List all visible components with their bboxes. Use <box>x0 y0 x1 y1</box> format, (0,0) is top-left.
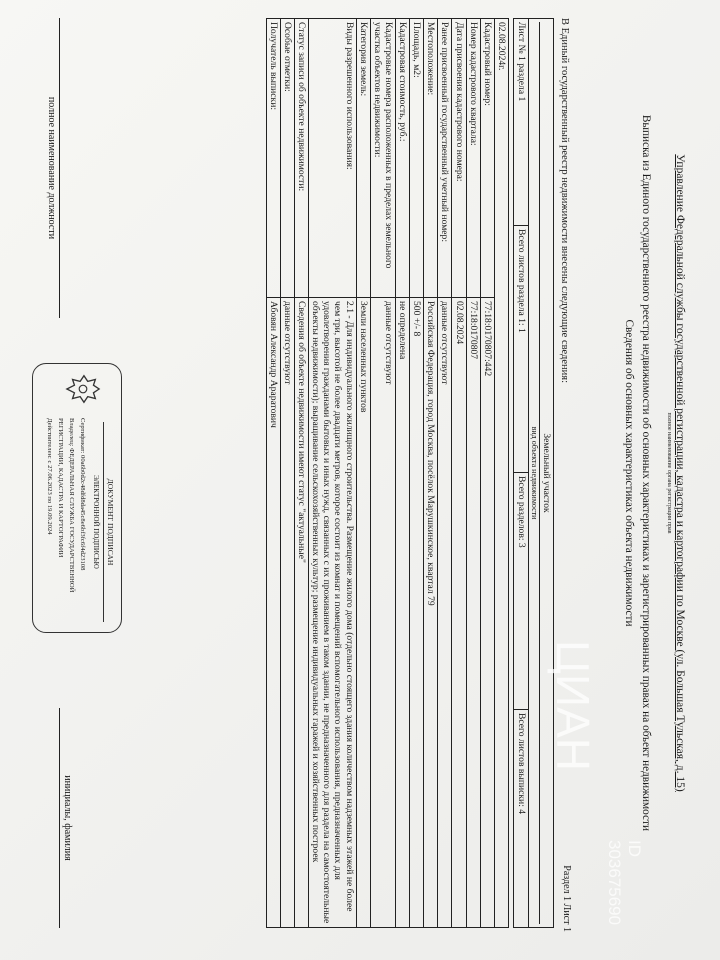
characteristic-row <box>438 19 452 928</box>
extract-date: 02.08.2024г. <box>494 19 508 928</box>
characteristic-value: 02.08.2024 <box>452 298 466 928</box>
characteristic-row <box>424 19 438 928</box>
characteristic-value: Российская Федерация, город Москва, посёлок Марушкинское, квартал 79 <box>424 298 438 928</box>
sections-total: Всего разделов: 3 <box>514 473 528 710</box>
stamp-validity: Действителен: с 27.06.2023 по 19.09.2024 <box>46 418 53 535</box>
characteristic-label: Местоположение: <box>424 19 438 298</box>
position-signature-line <box>59 18 60 318</box>
characteristic-row <box>452 19 466 928</box>
characteristic-label: Ранее присвоенный государственный учетный номер: <box>438 19 452 298</box>
stamp-subtitle: ЭЛЕКТРОННОЙ ПОДПИСЬЮ <box>92 475 100 569</box>
characteristic-label: Виды разрешенного использования: <box>309 19 357 298</box>
watermark-id: ID 303675690 <box>605 840 644 926</box>
stamp-owner-2: РЕГИСТРАЦИИ, КАДАСТРА И КАРТОГРАФИИ <box>57 418 64 558</box>
characteristic-label: Кадастровая стоимость, руб.: <box>396 19 410 298</box>
characteristic-row <box>370 19 395 928</box>
position-caption: полное наименование должности <box>46 96 57 240</box>
characteristic-value: данные отсутствуют <box>370 298 395 928</box>
characteristics-table <box>266 18 509 928</box>
characteristic-row <box>266 19 280 928</box>
name-signature-line <box>59 708 60 928</box>
characteristic-row <box>280 19 294 928</box>
characteristic-value: данные отсутствуют <box>438 298 452 928</box>
cadastral-number-value: 77:18:0170807:442 <box>480 298 494 928</box>
extract-title: Выписка из Единого государственного реестра недвижимости об основных характеристиках и зарегистрированных правах на объект недвижимости <box>640 114 652 832</box>
characteristic-value: Сведения об объекте недвижимости имеют статус "актуальные" <box>295 298 309 928</box>
extract-document <box>20 8 690 938</box>
characteristic-row <box>396 19 410 928</box>
sheets-total-extract: Всего листов выписки: 4 <box>514 710 528 928</box>
extract-subtitle: Сведения об основных характеристиках объекта недвижимости <box>623 319 635 627</box>
sheets-total-section: Всего листов раздела 1: 1 <box>514 226 528 473</box>
name-caption: инициалы, фамилия <box>62 775 73 861</box>
cadastral-number-label: Кадастровый номер: <box>480 19 494 298</box>
characteristic-label: Получатель выписки: <box>266 19 280 298</box>
characteristic-label: Площадь, м2: <box>410 19 424 298</box>
characteristic-value: не определена <box>396 298 410 928</box>
sheet-number: Лист № 1 раздела 1 <box>514 19 528 226</box>
characteristic-value: 2.1 - Для индивидуального жилищного строительства. Размещение жилого дома (отдельно стоящего здания количеством надземных этажей не более чем три, высотой не более двадцати метров, которое состоит из комнат и помещений вспомогательного использования, предназначенных для удовлетворения гражданами бытовых и иных нужд, связанных с их проживанием в таком здании, не предназначенного для раздела на самостоятельные объекты недвижимости); выращивание сельскохозяйственных культур; размещение индивидуальных гаражей и хозяйственных построек <box>309 298 357 928</box>
electronic-signature-stamp <box>32 363 122 633</box>
object-type: Земельный участок <box>541 433 552 513</box>
characteristic-label: Особые отметки: <box>280 19 294 298</box>
stamp-certificate: Сертификат: 00a6b0d2c48dfd8da45c8e6bf3fc6f4d23108 <box>79 418 86 571</box>
registrar-authority: Управление Федеральной службы государственной регистрации, кадастра и картографии по Москве (ул. Большая Тульская, д. 15) <box>674 154 686 792</box>
characteristic-value: данные отсутствуют <box>280 298 294 928</box>
object-type-caption: вид объекта недвижимости <box>530 22 540 924</box>
intro-text: В Единый государственный реестр недвижимости внесены следующие сведения: <box>559 18 570 384</box>
characteristic-label: Номер кадастрового квартала: <box>466 19 480 298</box>
coat-of-arms-icon <box>63 370 103 408</box>
authority-caption: полное наименование органа регистрации прав <box>666 412 672 534</box>
characteristic-label: Кадастровые номера расположенных в пределах земельного участка объектов недвижимости: <box>370 19 395 298</box>
characteristic-label: Статус записи об объекте недвижимости: <box>295 19 309 298</box>
characteristic-value: 77:18:0170807 <box>466 298 480 928</box>
stamp-title: ДОКУМЕНТ ПОДПИСАН <box>103 422 115 622</box>
characteristic-row <box>466 19 480 928</box>
stamp-owner-1: Владелец: ФЕДЕРАЛЬНАЯ СЛУЖБА ГОСУДАРСТВЕННОЙ <box>68 418 75 593</box>
object-type-cell <box>528 19 553 928</box>
watermark-brand: ЦИАН <box>547 640 599 771</box>
characteristic-row <box>309 19 357 928</box>
characteristic-row <box>410 19 424 928</box>
characteristic-value: Абовян Александр Араратович <box>266 298 280 928</box>
characteristic-row <box>356 19 370 928</box>
characteristic-value: 500 +/- 8 <box>410 298 424 928</box>
characteristic-row <box>295 19 309 928</box>
section-sheet-label: Раздел 1 Лист 1 <box>561 865 572 932</box>
object-type-table <box>513 18 554 928</box>
characteristic-label: Категория земель: <box>356 19 370 298</box>
characteristic-label: Дата присвоения кадастрового номера: <box>452 19 466 298</box>
characteristic-value: Земли населенных пунктов <box>356 298 370 928</box>
